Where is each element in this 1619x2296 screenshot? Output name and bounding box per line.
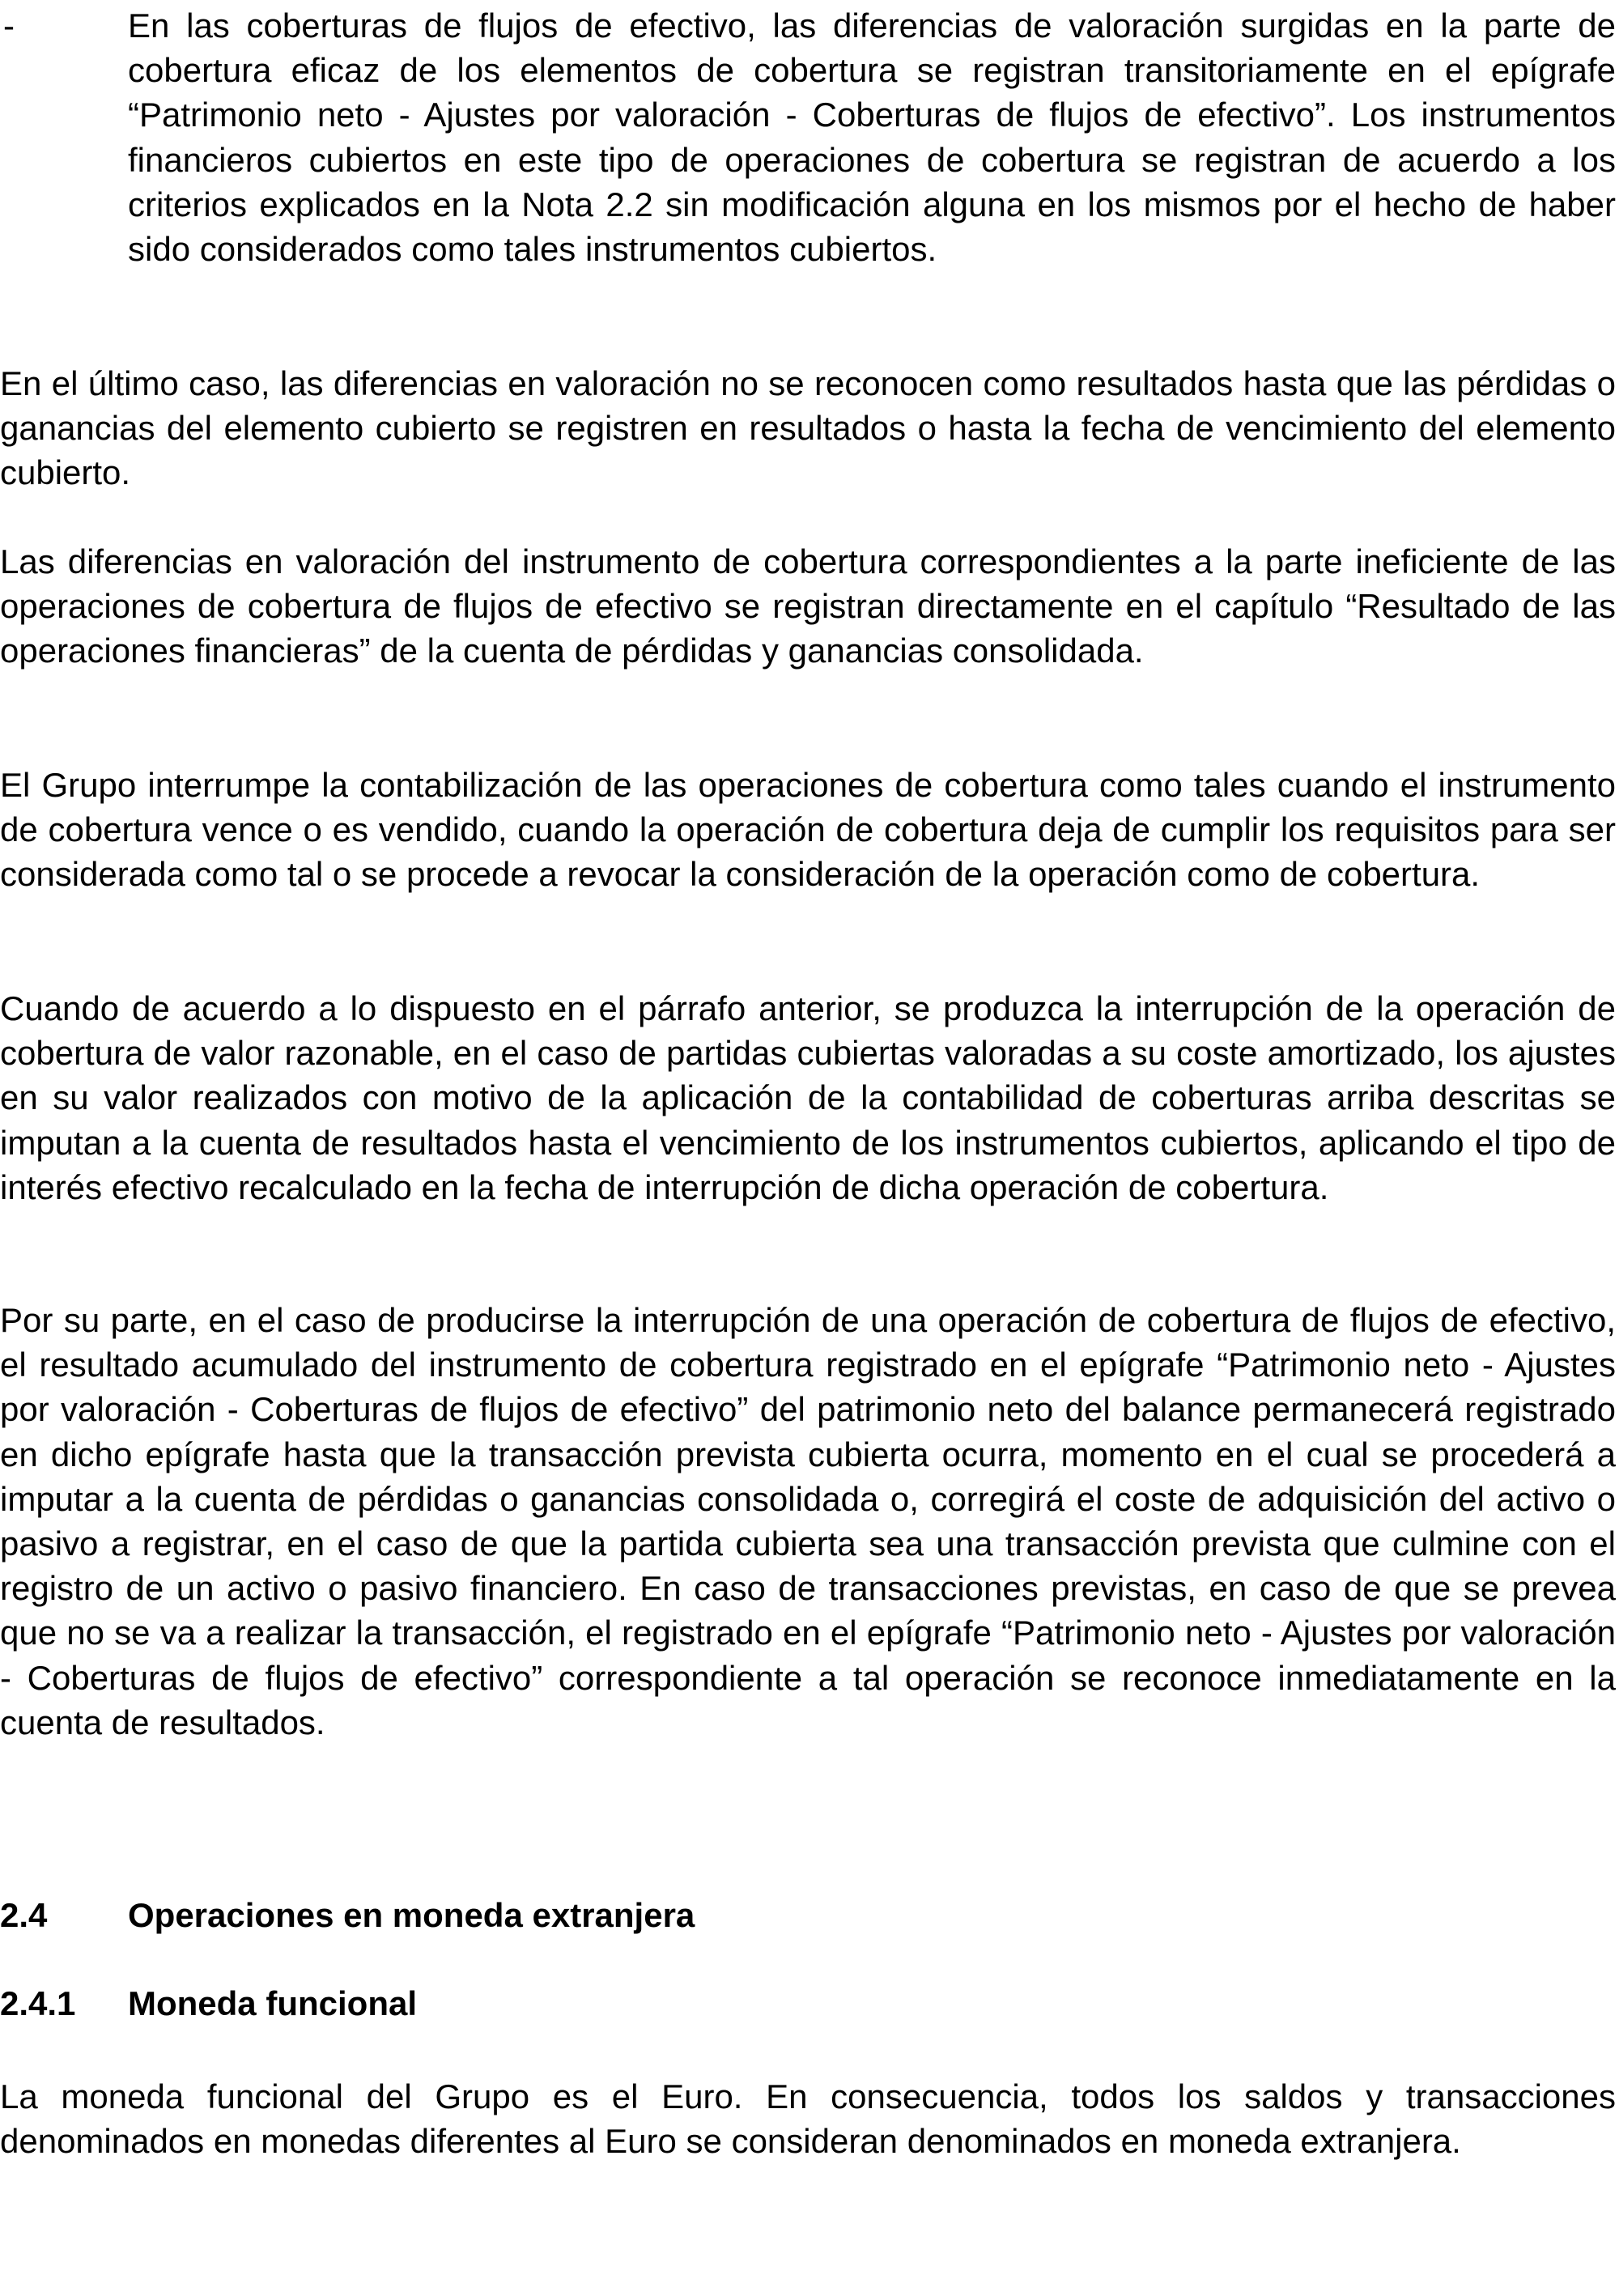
paragraph-2: Las diferencias en valoración del instrumento de cobertura correspondientes a la parte ineficiente de las operaciones de cobertura de flujos de efectivo se registran directamente en el capítulo “Resultado de las operaciones financieras” de la cuenta de pérdidas y ganancias consolidada.	[0, 542, 1616, 670]
paragraph-4: Cuando de acuerdo a lo dispuesto en el párrafo anterior, se produzca la interrupción de la operación de cobertura de valor razonable, en el caso de partidas cubiertas valoradas a su coste amortizado, los ajustes en su valor realizados con motivo de la aplicación de la contabilidad de coberturas arriba descritas se imputan a la cuenta de resultados hasta el vencimiento de los instrumentos cubiertos, aplicando el tipo de interés efectivo recalculado en la fecha de interrupción de dicha operación de cobertura.	[0, 989, 1616, 1206]
paragraph-3: El Grupo interrumpe la contabilización de las operaciones de cobertura como tales cuando el instrumento de cobertura vence o es vendido, cuando la operación de cobertura deja de cumplir los requisitos para ser considerada como tal o se procede a revocar la consideración de la operación como de cobertura.	[0, 766, 1616, 894]
bullet-dash: -	[3, 6, 15, 45]
paragraph-5: Por su parte, en el caso de producirse la interrupción de una operación de cobertura de flujos de efectivo, el resultado acumulado del instrumento de cobertura registrado en el epígrafe “Patrimonio neto - Ajustes por valoración - Coberturas de flujos de efectivo” del patrimonio neto del balance permanecerá registrado en dicho epígrafe hasta que la transacción prevista cubierta ocurra, momento en el cual se procederá a imputar a la cuenta de pérdidas o ganancias consolidada o, corregirá el coste de adquisición del activo o pasivo a registrar, en el caso de que la partida cubierta sea una transacción prevista que culmine con el registro de un activo o pasivo financiero. En caso de transacciones previstas, en caso de que se prevea que no se va a realizar la transacción, el registrado en el epígrafe “Patrimonio neto - Ajustes por valoración - Coberturas de flujos de efectivo” correspondiente a tal operación se reconoce inmediatamente en la cuenta de resultados.	[0, 1301, 1616, 1741]
paragraph-1: En el último caso, las diferencias en valoración no se reconocen como resultados hasta que las pérdidas o ganancias del elemento cubierto se registren en resultados o hasta la fecha de vencimiento del elemento cubierto.	[0, 364, 1616, 492]
bullet-text: En las coberturas de flujos de efectivo, las diferencias de valoración surgidas en la parte de cobertura eficaz de los elementos de cobertura se registran transitoriamente en el epígrafe “Patrimonio neto - Ajustes por valoración - Coberturas de flujos de efectivo”. Los instrumentos financieros cubiertos en este tipo de operaciones de cobertura se registran de acuerdo a los criterios explicados en la Nota 2.2 sin modificación alguna en los mismos por el hecho de haber sido considerados como tales instrumentos cubiertos.	[128, 6, 1616, 269]
subsection-heading	[0, 1981, 417, 2026]
section-title: Operaciones en moneda extranjera	[128, 1896, 695, 1934]
section-number: 2.4	[0, 1896, 48, 1934]
subsection-number: 2.4.1	[0, 1984, 76, 2022]
paragraph-final: La moneda funcional del Grupo es el Euro. En consecuencia, todos los saldos y transacciones denominados en monedas diferentes al Euro se consideran denominados en moneda extranjera.	[0, 2077, 1616, 2161]
section-heading	[0, 1893, 695, 1937]
subsection-title: Moneda funcional	[128, 1984, 417, 2022]
